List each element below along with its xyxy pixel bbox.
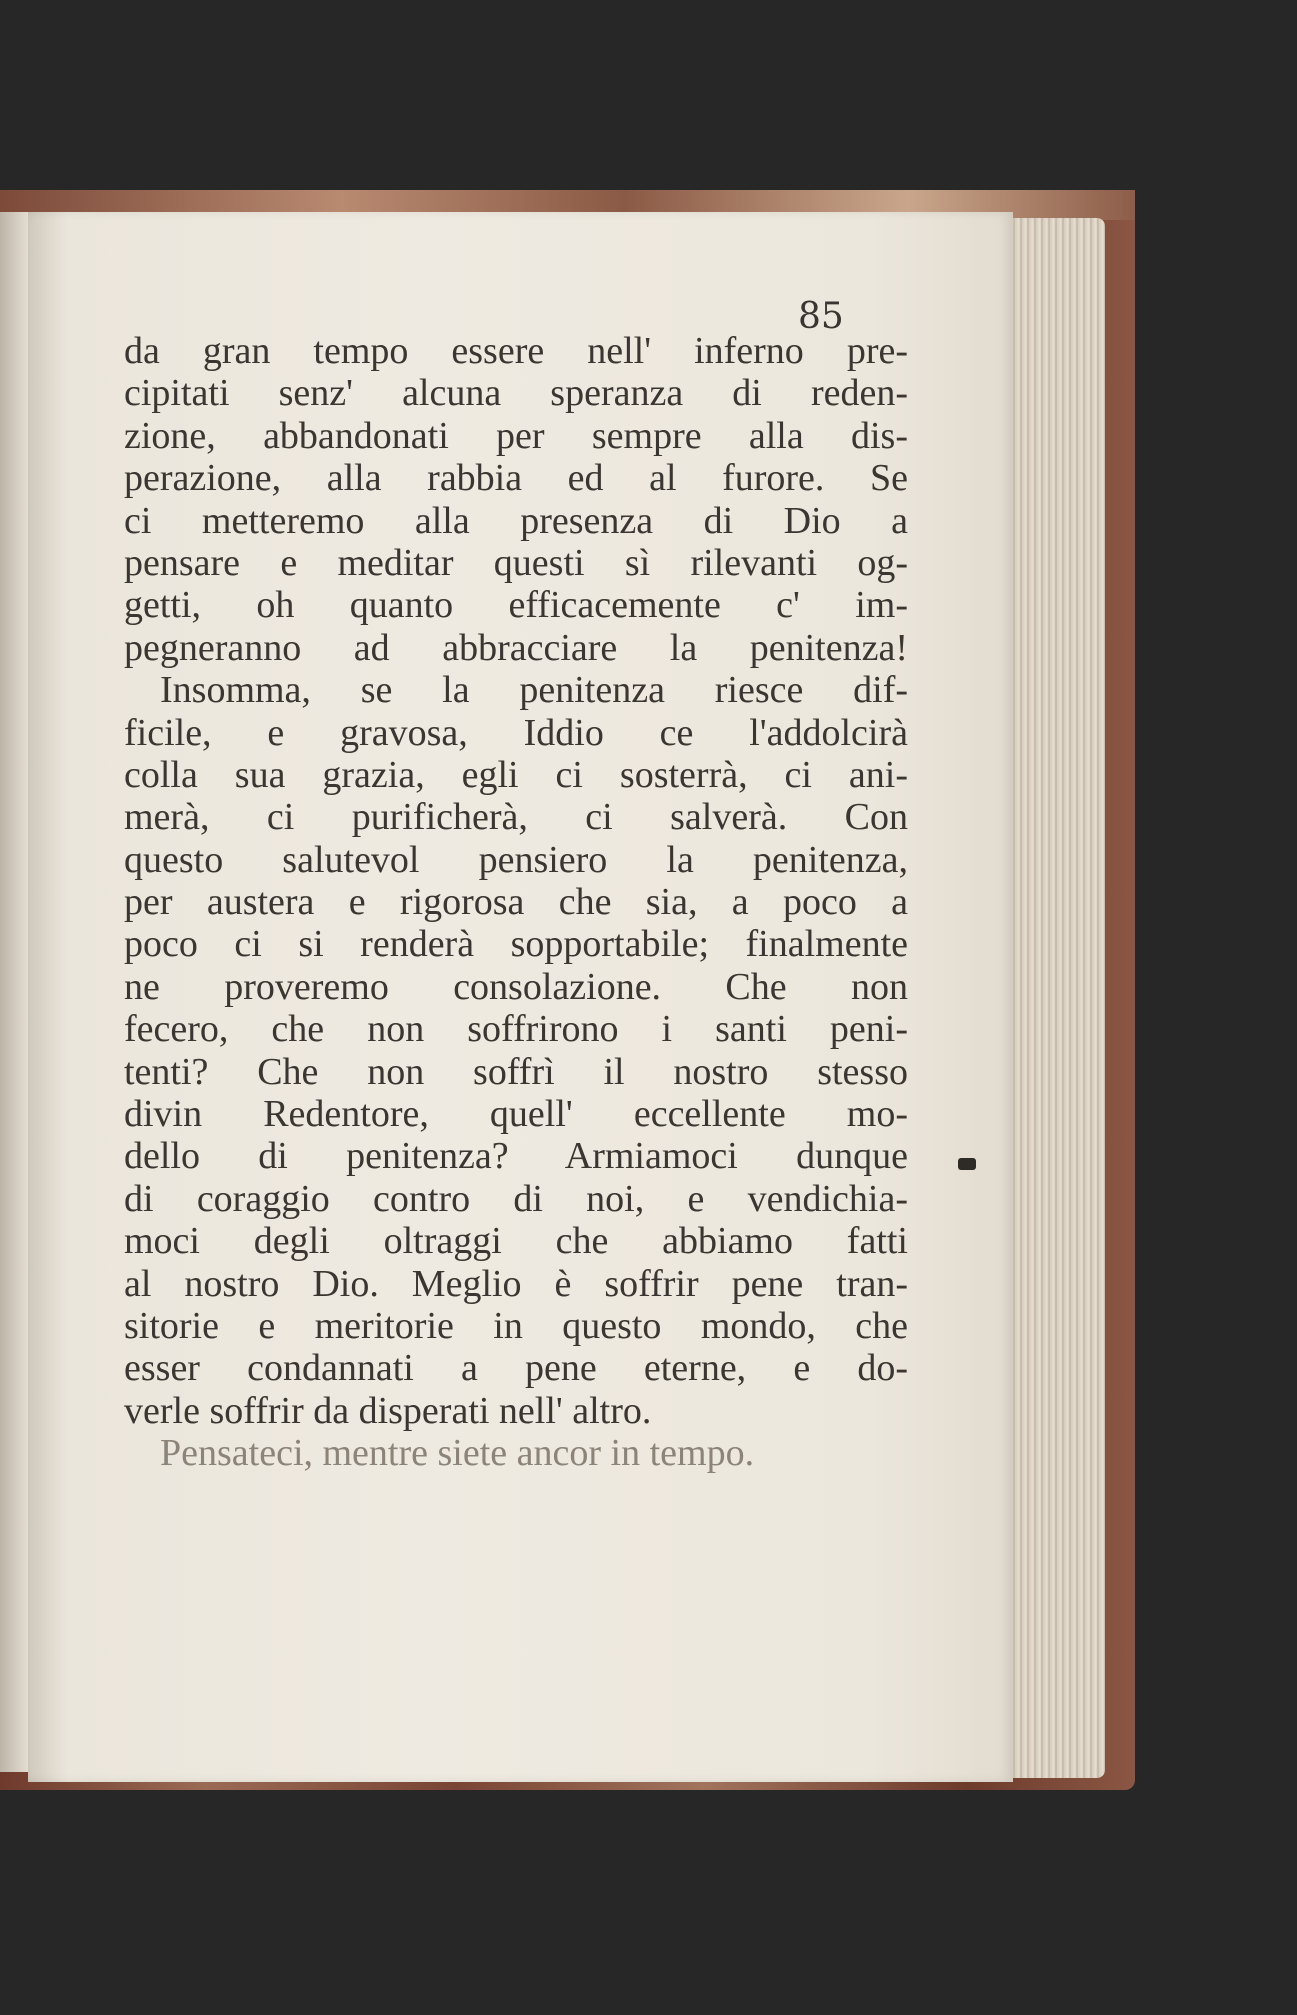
text-line: Insomma, se la penitenza riesce dif- <box>160 669 908 712</box>
text-line: per austera e rigorosa che sia, a poco a <box>124 881 908 924</box>
text-line: ci metteremo alla presenza di Dio a <box>124 499 908 542</box>
text-line: fecero, che non soffrirono i santi peni- <box>124 1008 908 1051</box>
left-page <box>0 212 28 1772</box>
text-line: al nostro Dio. Meglio è soffrir pene tran- <box>124 1262 908 1305</box>
page-number: 85 <box>798 296 844 337</box>
text-line: ne proveremo consolazione. Che non <box>124 965 908 1008</box>
text-line: cipitati senz' alcuna speranza di reden- <box>124 372 908 415</box>
text-line: moci degli oltraggi che abbiamo fatti <box>124 1220 908 1263</box>
text-line: perazione, alla rabbia ed al furore. Se <box>124 457 908 500</box>
text-line: dello di penitenza? Armiamoci dunque <box>124 1135 908 1178</box>
text-line: verle soffrir da disperati nell' altro. <box>124 1389 652 1432</box>
text-line: colla sua grazia, egli ci sosterrà, ci ani- <box>124 753 908 796</box>
page-text <box>124 330 908 1475</box>
text-line: merà, ci purificherà, ci salverà. Con <box>124 796 908 839</box>
text-line: getti, oh quanto efficacemente c' im- <box>124 584 908 627</box>
ink-speck <box>958 1158 976 1170</box>
text-line: poco ci si renderà sopportabile; finalmente <box>124 923 908 966</box>
text-line: pensare e meditar questi sì rilevanti og- <box>124 541 908 584</box>
text-line: divin Redentore, quell' eccellente mo- <box>124 1093 908 1136</box>
text-line: questo salutevol pensiero la penitenza, <box>124 838 908 881</box>
text-line: ficile, e gravosa, Iddio ce l'addolcirà <box>124 711 908 754</box>
text-line: zione, abbandonati per sempre alla dis- <box>124 414 908 457</box>
right-page <box>28 212 1013 1782</box>
text-line: pegneranno ad abbracciare la penitenza! <box>124 626 908 669</box>
text-line: di coraggio contro di noi, e vendichia- <box>124 1177 908 1220</box>
text-line: da gran tempo essere nell' inferno pre- <box>124 330 908 372</box>
text-line: esser condannati a pene eterne, e do- <box>124 1347 908 1390</box>
text-line-faded: Pensateci, mentre siete ancor in tempo. <box>160 1432 755 1475</box>
text-line: sitorie e meritorie in questo mondo, che <box>124 1304 908 1347</box>
text-line: tenti? Che non soffrì il nostro stesso <box>124 1050 908 1093</box>
